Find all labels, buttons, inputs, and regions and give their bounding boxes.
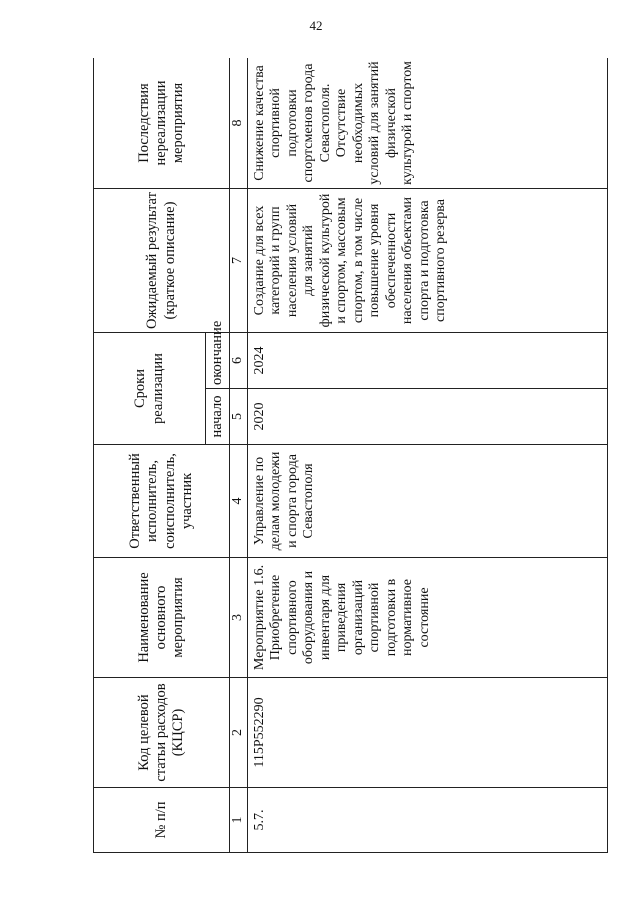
- header-num: № п/п: [94, 788, 230, 853]
- column-number: 6: [230, 333, 248, 389]
- column-number: 1: [230, 788, 248, 853]
- table-row: [247, 58, 607, 853]
- activity-table: [93, 58, 608, 853]
- header-code: Код целевой статьи расходов (КЦСР): [94, 678, 230, 788]
- header-end: окончание: [206, 333, 230, 389]
- column-number: 4: [230, 445, 248, 558]
- row-consequences: Снижение качества спортивной подготовки спортсменов города Севастополя. Отсутствие необходимых условий для занятий физической культурой и спортом: [247, 58, 607, 189]
- row-responsible: Управление по делам молодежи и спорта города Севастополя: [247, 445, 607, 558]
- header-result: Ожидаемый результат (краткое описание): [94, 189, 230, 333]
- header-consequences: Последствия нереализации мероприятия: [94, 58, 230, 189]
- table-region: [93, 58, 608, 853]
- header-start: начало: [206, 389, 230, 445]
- row-name: Мероприятие 1.6. Приобретение спортивного оборудования и инвентаря для приведения организаций спортивной подготовки в нормативное состояние: [247, 558, 607, 678]
- rotated-table-container: [93, 58, 608, 853]
- column-number: 8: [230, 58, 248, 189]
- column-number: 3: [230, 558, 248, 678]
- header-name: Наименование основного мероприятия: [94, 558, 230, 678]
- row-code: 115Р552290: [247, 678, 607, 788]
- column-number: 5: [230, 389, 248, 445]
- header-terms: Сроки реализации: [94, 333, 206, 445]
- column-numbers-row: [230, 58, 248, 853]
- page-number: 42: [309, 18, 323, 33]
- column-number: 7: [230, 189, 248, 333]
- header-responsible: Ответственный исполнитель, соисполнитель, участник: [94, 445, 230, 558]
- row-start: 2020: [247, 389, 607, 445]
- row-end: 2024: [247, 333, 607, 389]
- row-result: Создание для всех категорий и групп населения условий для занятий физической культурой и спортом, массовым спортом, в том числе повышение уровня обеспеченности населения объектами спорта и подготовка спортивного резерва: [247, 189, 607, 333]
- row-number: 5.7.: [247, 788, 607, 853]
- column-number: 2: [230, 678, 248, 788]
